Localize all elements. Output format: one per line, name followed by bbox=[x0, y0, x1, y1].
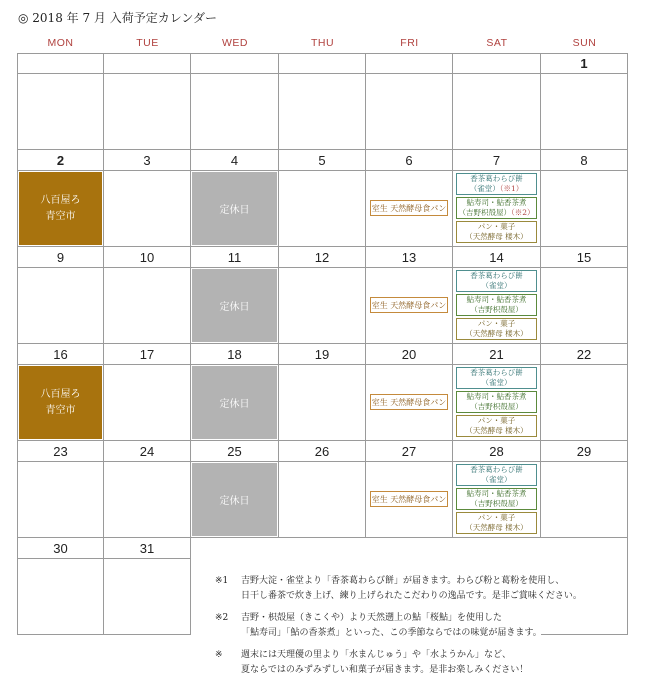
day-number: 16 bbox=[17, 344, 104, 365]
day-cell bbox=[541, 171, 628, 247]
notes-section bbox=[215, 574, 615, 685]
day-cell bbox=[366, 462, 453, 538]
note-text: 吉野・枳殻屋（きこくや）より天然遡上の鮎「桜鮎」を使用した bbox=[241, 613, 503, 623]
sat-event-warabi: 香茶葛わらび餅 （雀堂） bbox=[456, 367, 537, 389]
day-number: 31 bbox=[104, 538, 191, 559]
day-cell bbox=[541, 74, 628, 150]
day-cell bbox=[541, 462, 628, 538]
weekday-sun: SUN bbox=[572, 37, 597, 49]
closed-day: 定休日 bbox=[192, 463, 277, 536]
sat-event-bread: パン・菓子 （天然酵母 楼木） bbox=[456, 221, 537, 243]
day-cell bbox=[453, 365, 541, 441]
day-cell bbox=[366, 365, 453, 441]
bread-event: 室生 天然酵母食パン bbox=[370, 297, 448, 313]
closed-day: 定休日 bbox=[192, 366, 277, 439]
market-event: 八百屋ろ 青空市 bbox=[19, 172, 102, 245]
bread-event: 室生 天然酵母食パン bbox=[370, 394, 448, 410]
day-number: 1 bbox=[541, 53, 628, 74]
day-number: 12 bbox=[279, 247, 366, 268]
empty-cell bbox=[453, 538, 541, 559]
weekday-tue: TUE bbox=[136, 37, 159, 49]
day-number: 11 bbox=[191, 247, 279, 268]
weekday-wed: WED bbox=[222, 37, 248, 49]
sat-event-ayu: 鮎寿司・鮎香茶煮 （吉野枳殻屋） bbox=[456, 391, 537, 413]
sat-event-ayu: 鮎寿司・鮎香茶煮 （吉野枳殻屋） bbox=[456, 488, 537, 510]
day-number: 8 bbox=[541, 150, 628, 171]
market-event: 八百屋ろ 青空市 bbox=[19, 366, 102, 439]
day-cell bbox=[104, 559, 191, 635]
day-number: 27 bbox=[366, 441, 453, 462]
day-number: 23 bbox=[17, 441, 104, 462]
day-cell bbox=[17, 171, 104, 247]
note-text: 日干し番茶で炊き上げ、練り上げられたこだわりの逸品です。是非ご賞味ください。 bbox=[241, 591, 582, 601]
day-number: 5 bbox=[279, 150, 366, 171]
day-cell bbox=[453, 462, 541, 538]
day-cell bbox=[104, 462, 191, 538]
day-cell bbox=[191, 268, 279, 344]
day-number: 7 bbox=[453, 150, 541, 171]
day-cell bbox=[279, 365, 366, 441]
bread-event: 室生 天然酵母食パン bbox=[370, 491, 448, 507]
sat-event-bread: パン・菓子 （天然酵母 楼木） bbox=[456, 318, 537, 340]
day-cell bbox=[191, 462, 279, 538]
sat-event-ayu: 鮎寿司・鮎香茶煮 （吉野枳殻屋）（※2） bbox=[456, 197, 537, 219]
day-number: 6 bbox=[366, 150, 453, 171]
day-number: 10 bbox=[104, 247, 191, 268]
weekday-header bbox=[17, 37, 628, 49]
day-number: 25 bbox=[191, 441, 279, 462]
day-number: 9 bbox=[17, 247, 104, 268]
note-1 bbox=[215, 574, 615, 604]
day-cell bbox=[366, 171, 453, 247]
sat-event-warabi: 香茶葛わらび餅 （雀堂）（※1） bbox=[456, 173, 537, 195]
day-cell bbox=[366, 268, 453, 344]
sat-event-ayu: 鮎寿司・鮎香茶煮 （吉野枳殻屋） bbox=[456, 294, 537, 316]
closed-day: 定休日 bbox=[192, 172, 277, 245]
day-number bbox=[366, 53, 453, 74]
day-number: 3 bbox=[104, 150, 191, 171]
day-number: 21 bbox=[453, 344, 541, 365]
day-number: 2 bbox=[17, 150, 104, 171]
sat-event-warabi: 香茶葛わらび餅 （雀堂） bbox=[456, 270, 537, 292]
weekday-mon: MON bbox=[47, 37, 74, 49]
day-number: 18 bbox=[191, 344, 279, 365]
day-cell bbox=[279, 74, 366, 150]
note-mark: ※1 bbox=[215, 576, 229, 586]
day-cell bbox=[279, 268, 366, 344]
day-number bbox=[279, 53, 366, 74]
day-number bbox=[104, 53, 191, 74]
sat-event-bread: パン・菓子 （天然酵母 楼木） bbox=[456, 512, 537, 534]
empty-cell bbox=[279, 538, 366, 559]
day-cell bbox=[453, 74, 541, 150]
day-number: 28 bbox=[453, 441, 541, 462]
day-number bbox=[191, 53, 279, 74]
day-number: 22 bbox=[541, 344, 628, 365]
page-title: ◎ 2018 年 7 月 入荷予定カレンダー bbox=[18, 11, 217, 25]
day-cell bbox=[104, 171, 191, 247]
day-cell bbox=[279, 171, 366, 247]
day-cell bbox=[17, 74, 104, 150]
empty-cell bbox=[366, 538, 453, 559]
day-number: 26 bbox=[279, 441, 366, 462]
weekday-sat: SAT bbox=[486, 37, 508, 49]
day-cell bbox=[191, 365, 279, 441]
bread-event: 室生 天然酵母食パン bbox=[370, 200, 448, 216]
day-cell bbox=[453, 268, 541, 344]
day-number: 4 bbox=[191, 150, 279, 171]
day-cell bbox=[104, 268, 191, 344]
day-number: 15 bbox=[541, 247, 628, 268]
day-cell bbox=[17, 365, 104, 441]
day-cell bbox=[453, 171, 541, 247]
empty-cell bbox=[541, 538, 628, 559]
day-cell bbox=[17, 559, 104, 635]
day-number: 20 bbox=[366, 344, 453, 365]
day-number bbox=[453, 53, 541, 74]
note-text: 夏ならではのみずみずしい和菓子が届きます。是非お楽しみください！ bbox=[241, 665, 529, 675]
note-text: 「鮎寿司」「鮎の香茶煮」といった、この季節ならではの味覚が届きます。 bbox=[241, 628, 542, 638]
note-2 bbox=[215, 611, 615, 641]
day-cell bbox=[366, 74, 453, 150]
day-number: 14 bbox=[453, 247, 541, 268]
weekday-thu: THU bbox=[310, 37, 335, 49]
note-mark: ※2 bbox=[215, 613, 229, 623]
day-number: 17 bbox=[104, 344, 191, 365]
closed-day: 定休日 bbox=[192, 269, 277, 342]
note-text: 週末には天理優の里より「水まんじゅう」や「水ようかん」など、 bbox=[241, 650, 512, 660]
day-cell bbox=[541, 268, 628, 344]
day-cell bbox=[104, 365, 191, 441]
day-cell bbox=[17, 268, 104, 344]
sat-event-bread: パン・菓子 （天然酵母 楼木） bbox=[456, 415, 537, 437]
sat-event-warabi: 香茶葛わらび餅 （雀堂） bbox=[456, 464, 537, 486]
day-cell bbox=[541, 365, 628, 441]
note-3 bbox=[215, 648, 615, 678]
day-number: 24 bbox=[104, 441, 191, 462]
weekday-fri: FRI bbox=[400, 37, 419, 49]
day-number: 13 bbox=[366, 247, 453, 268]
day-number: 19 bbox=[279, 344, 366, 365]
day-cell bbox=[17, 462, 104, 538]
day-cell bbox=[104, 74, 191, 150]
empty-cell bbox=[191, 538, 279, 559]
note-mark: ※ bbox=[215, 650, 223, 660]
calendar-grid bbox=[17, 53, 628, 629]
day-cell bbox=[191, 74, 279, 150]
day-number bbox=[17, 53, 104, 74]
day-cell bbox=[279, 462, 366, 538]
day-number: 30 bbox=[17, 538, 104, 559]
day-cell bbox=[191, 171, 279, 247]
day-number: 29 bbox=[541, 441, 628, 462]
note-text: 吉野大淀・雀堂より「香茶葛わらび餅」が届きます。わらび粉と葛粉を使用し、 bbox=[241, 576, 565, 586]
